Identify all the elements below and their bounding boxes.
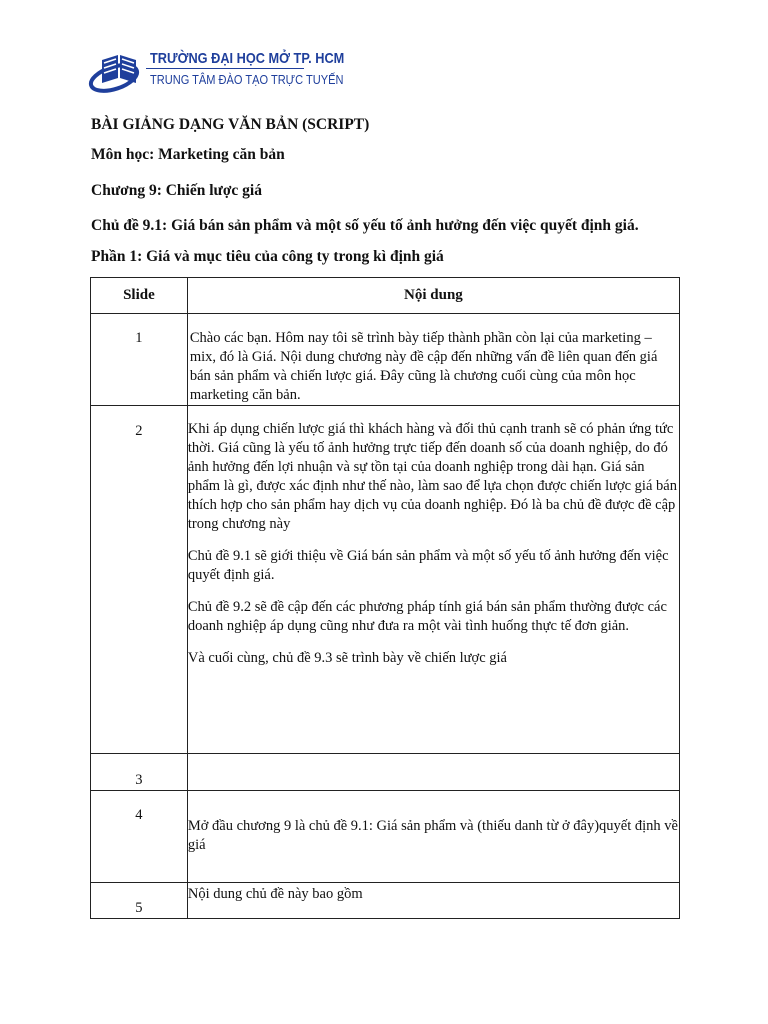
slide-number-cell	[91, 883, 188, 919]
content-paragraph: Mở đầu chương 9 là chủ đề 9.1: Giá sản phẩm và (thiếu danh từ ở đây)quyết định về giá	[187, 818, 678, 853]
table-header-row	[91, 278, 680, 314]
part-line: Phần 1: Giá và mục tiêu của công ty trong kì định giá	[91, 248, 444, 265]
content-cell	[187, 754, 679, 791]
content-paragraph: Chào các bạn. Hôm nay tôi sẽ trình bày tiếp thành phần còn lại của marketing – mix, đó là Giá. Nội dung chương này đề cập đến những vấn đề liên quan đến giá bán sản phẩm và chiến lược giá. Đây cũng là chương cuối cùng của môn học marketing căn bản.	[189, 330, 658, 403]
slide-number: 4	[135, 807, 143, 823]
slide-number: 5	[135, 900, 143, 916]
subject-line: Môn học: Marketing căn bản	[91, 146, 285, 163]
slide-number-cell	[91, 314, 188, 406]
content-cell	[187, 406, 679, 754]
content-cell	[187, 883, 679, 919]
chapter-line: Chương 9: Chiến lược giá	[91, 182, 262, 199]
content-paragraph: Và cuối cùng, chủ đề 9.3 sẽ trình bày về chiến lược giá	[187, 650, 507, 666]
logo-university-name: TRƯỜNG ĐẠI HỌC MỞ TP. HCM	[150, 50, 345, 67]
slide-number-cell	[91, 406, 188, 754]
content-paragraph: Chủ đề 9.2 sẽ đề cập đến các phương pháp tính giá bán sản phẩm thường được các doanh nghiệp áp dụng cũng như đưa ra một vài tình huống thực tế đơn giản.	[187, 599, 667, 634]
content-cell	[187, 314, 679, 406]
slide-number: 1	[135, 330, 143, 346]
content-paragraph: Khi áp dụng chiến lược giá thì khách hàng và đối thủ cạnh tranh sẽ có phản ứng tức thời. Giá cũng là yếu tố ảnh hưởng trực tiếp đến doanh số của doanh nghiệp, do đó ảnh hưởng đến lợi nhuận và sự tồn tại của doanh nghiệp trong dài hạn. Giá sản phẩm là gì, được xác định như thế nào, làm sao để lựa chọn được chiến lược giá bán thích hợp cho sản phẩm hay dịch vụ của doanh nghiệp. Đó là ba chủ đề được đề cập trong chương này	[187, 421, 677, 532]
table-row	[91, 406, 680, 754]
table-row	[91, 791, 680, 883]
slide-column-header: Slide	[91, 278, 188, 314]
slide-number: 3	[135, 772, 143, 788]
slide-number-cell	[91, 791, 188, 883]
logo-divider	[146, 68, 304, 69]
content-column-header: Nội dung	[187, 278, 679, 314]
book-globe-logo-icon	[88, 38, 150, 100]
table-row	[91, 314, 680, 406]
table-row	[91, 883, 680, 919]
content-paragraph: Nội dung chủ đề này bao gồm	[187, 886, 363, 902]
content-paragraph: Chủ đề 9.1 sẽ giới thiệu về Giá bán sản phẩm và một số yếu tố ảnh hưởng đến việc quyết định giá.	[187, 548, 669, 583]
script-table	[90, 277, 680, 919]
table-row	[91, 754, 680, 791]
topic-line: Chủ đề 9.1: Giá bán sản phẩm và một số yếu tố ảnh hưởng đến việc quyết định giá.	[91, 217, 639, 234]
logo-center-name: TRUNG TÂM ĐÀO TẠO TRỰC TUYẾN	[150, 72, 344, 87]
slide-number: 2	[135, 423, 143, 439]
slide-number-cell	[91, 754, 188, 791]
university-logo	[88, 38, 345, 100]
document-title: BÀI GIẢNG DẠNG VĂN BẢN (SCRIPT)	[91, 116, 370, 133]
content-cell	[187, 791, 679, 883]
